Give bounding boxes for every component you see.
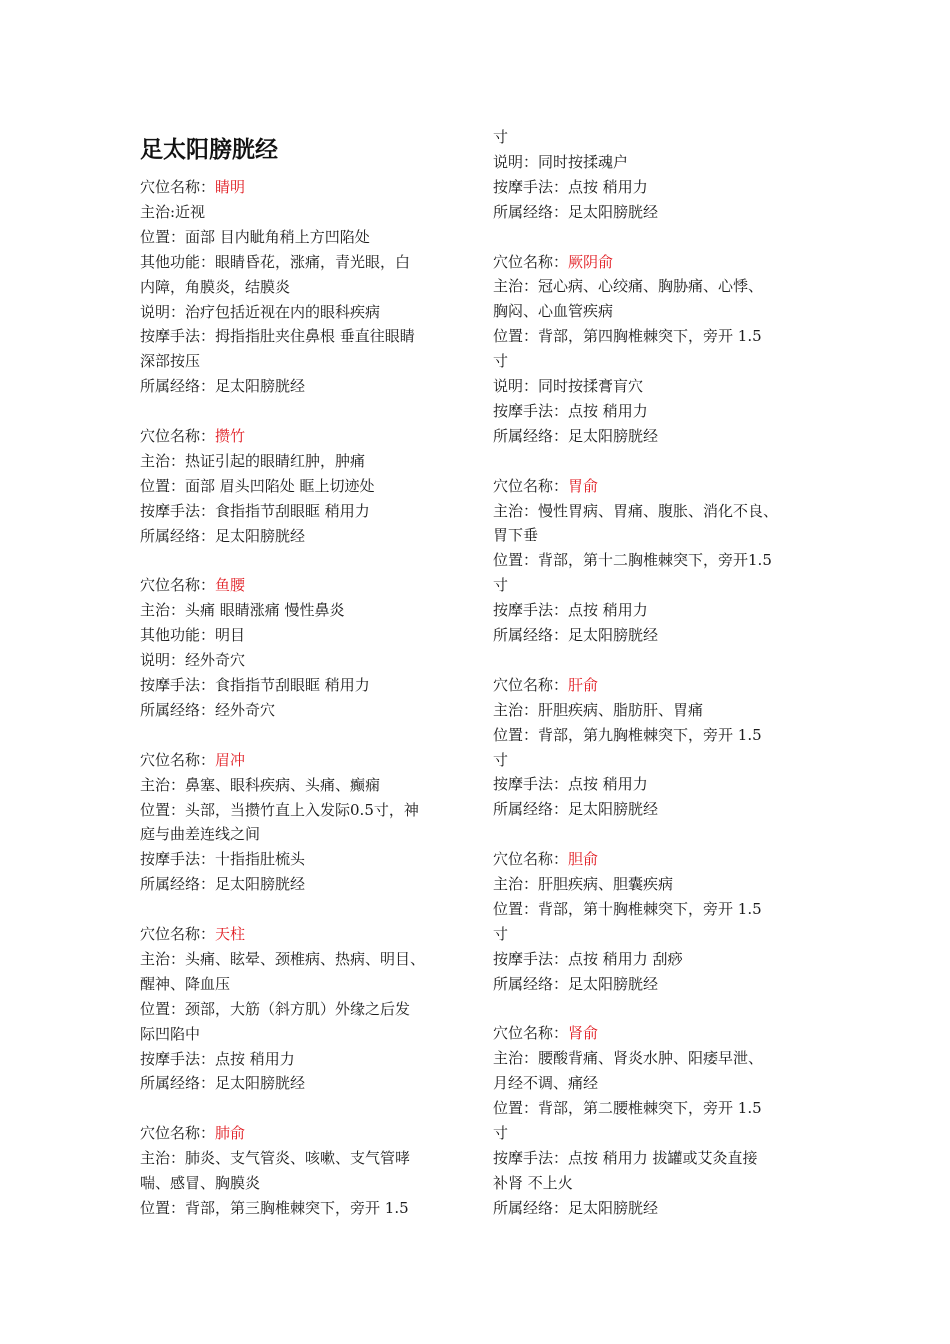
text-line: 所属经络：足太阳膀胱经 xyxy=(140,875,306,894)
text-line: 按摩手法：点按 稍用力 xyxy=(140,1049,295,1068)
text-line: 所属经络：足太阳膀胱经 xyxy=(493,426,659,445)
text-line: 寸 xyxy=(493,352,509,371)
acupoint-heading xyxy=(493,474,598,499)
text-line: 位置：背部，第九胸椎棘突下，旁开 1.5 xyxy=(493,725,762,744)
text-line: 位置：颈部，大筋（斜方肌）外缘之后发 xyxy=(140,999,411,1018)
text-line: 按摩手法：点按 稍用力 xyxy=(493,601,648,620)
text-line: 寸 xyxy=(493,750,509,769)
text-line: 按摩手法：点按 稍用力 刮痧 xyxy=(493,949,683,968)
text-line: 按摩手法：点按 稍用力 拔罐或艾灸直接 xyxy=(493,1148,758,1167)
text-line: 主治：腰酸背痛、肾炎水肿、阳痿早泄、 xyxy=(493,1049,764,1068)
acupoint-name: 攒竹 xyxy=(215,427,246,445)
text-line: 喘、感冒、胸膜炎 xyxy=(140,1174,261,1192)
text-line: 位置：背部，第十胸椎棘突下，旁开 1.5 xyxy=(493,899,762,918)
text-line: 寸 xyxy=(493,924,509,943)
text-line: 说明：同时按揉魂户 xyxy=(493,152,629,171)
text-line: 按摩手法：点按 稍用力 xyxy=(493,401,648,420)
text-line: 寸 xyxy=(493,576,509,595)
text-line: 所属经络：足太阳膀胱经 xyxy=(493,800,659,819)
acupoint-label: 穴位名称： xyxy=(493,850,569,869)
text-line: 庭与曲差连线之间 xyxy=(140,825,261,844)
page-title: 足太阳膀胱经 xyxy=(140,137,278,163)
acupoint-label: 穴位名称： xyxy=(140,925,216,943)
acupoint-label: 穴位名称： xyxy=(493,252,569,271)
text-line: 醒神、降血压 xyxy=(140,974,231,993)
text-line: 按摩手法：拇指指肚夹住鼻根 垂直往眼睛 xyxy=(140,327,415,346)
text-line: 所属经络：足太阳膀胱经 xyxy=(140,377,306,396)
acupoint-label: 穴位名称： xyxy=(493,675,569,694)
text-line: 位置：背部，第十二胸椎棘突下，旁开1.5 xyxy=(493,551,772,570)
text-line: 位置：背部，第三胸椎棘突下，旁开 1.5 xyxy=(140,1198,409,1217)
text-line: 深部按压 xyxy=(140,352,201,371)
acupoint-heading xyxy=(140,922,245,947)
text-line: 按摩手法：十指指肚梳头 xyxy=(140,850,306,869)
text-line: 主治：头痛、眩晕、颈椎病、热病、明目、 xyxy=(140,949,426,968)
text-line: 位置：面部 眉头凹陷处 眶上切迹处 xyxy=(140,476,375,495)
acupoint-name: 鱼腰 xyxy=(215,576,246,595)
text-line: 内障，角膜炎，结膜炎 xyxy=(140,277,291,296)
text-line: 说明：治疗包括近视在内的眼科疾病 xyxy=(140,302,381,321)
text-line: 月经不调、痛经 xyxy=(493,1074,599,1093)
acupoint-heading xyxy=(140,1121,245,1146)
acupoint-label: 穴位名称： xyxy=(140,427,216,445)
acupoint-heading xyxy=(493,673,598,698)
acupoint-name: 肺俞 xyxy=(215,1124,246,1143)
text-line: 所属经络：足太阳膀胱经 xyxy=(493,626,659,644)
text-line: 说明：同时按揉膏肓穴 xyxy=(493,377,644,395)
text-line: 所属经络：足太阳膀胱经 xyxy=(493,974,659,993)
acupoint-label: 穴位名称： xyxy=(493,1024,569,1043)
text-line: 所属经络：足太阳膀胱经 xyxy=(493,1198,659,1217)
acupoint-name: 厥阴俞 xyxy=(568,252,614,271)
text-line: 主治:近视 xyxy=(140,202,206,221)
acupoint-name: 胃俞 xyxy=(568,476,599,495)
acupoint-heading xyxy=(140,573,245,598)
text-line: 胃下垂 xyxy=(493,526,539,545)
text-line: 说明：经外奇穴 xyxy=(140,651,246,670)
text-line: 位置：面部 目内眦角稍上方凹陷处 xyxy=(140,227,370,246)
text-line: 所属经络：足太阳膀胱经 xyxy=(140,526,306,545)
text-line: 际凹陷中 xyxy=(140,1024,201,1043)
text-line: 主治：冠心病、心绞痛、胸胁痛、心悸、 xyxy=(493,277,764,296)
text-line: 按摩手法：食指指节刮眼眶 稍用力 xyxy=(140,676,370,694)
text-line: 主治：肝胆疾病、脂肪肝、胃痛 xyxy=(493,700,704,719)
acupoint-heading xyxy=(493,250,613,275)
text-line: 主治：肺炎、支气管炎、咳嗽、支气管哮 xyxy=(140,1149,411,1168)
text-line: 其他功能：眼睛昏花，涨痛，青光眼，白 xyxy=(140,252,411,271)
text-line: 寸 xyxy=(493,1124,509,1142)
acupoint-label: 穴位名称： xyxy=(140,1124,216,1143)
text-line: 位置：背部，第四胸椎棘突下，旁开 1.5 xyxy=(493,327,762,346)
acupoint-name: 睛明 xyxy=(215,178,246,196)
text-line: 按摩手法：食指指节刮眼眶 稍用力 xyxy=(140,501,370,520)
text-line: 所属经络：经外奇穴 xyxy=(140,700,276,719)
text-line: 主治：头痛 眼睛涨痛 慢性鼻炎 xyxy=(140,601,345,620)
acupoint-name: 胆俞 xyxy=(568,850,599,869)
acupoint-heading xyxy=(140,748,245,773)
text-line: 胸闷、心血管疾病 xyxy=(493,302,614,321)
text-line: 所属经络：足太阳膀胱经 xyxy=(140,1074,306,1093)
text-line: 寸 xyxy=(493,128,509,146)
acupoint-heading xyxy=(493,1021,598,1046)
text-line: 主治：鼻塞、眼科疾病、头痛、癫痫 xyxy=(140,775,381,794)
text-line: 按摩手法：点按 稍用力 xyxy=(493,775,648,794)
text-line: 按摩手法：点按 稍用力 xyxy=(493,177,648,196)
text-line: 补肾 不上火 xyxy=(493,1173,573,1192)
text-line: 位置：背部，第二腰椎棘突下，旁开 1.5 xyxy=(493,1099,762,1118)
acupoint-name: 肾俞 xyxy=(568,1024,599,1043)
text-line: 主治：热证引起的眼睛红肿，肿痛 xyxy=(140,451,366,470)
text-line: 其他功能：明目 xyxy=(140,626,246,645)
acupoint-name: 天柱 xyxy=(215,925,246,943)
text-line: 所属经络：足太阳膀胱经 xyxy=(493,202,659,221)
acupoint-label: 穴位名称： xyxy=(493,476,569,495)
text-line: 主治：慢性胃病、胃痛、腹胀、消化不良、 xyxy=(493,501,779,520)
acupoint-heading xyxy=(140,175,245,200)
acupoint-name: 肝俞 xyxy=(568,675,599,694)
acupoint-label: 穴位名称： xyxy=(140,750,216,769)
acupoint-heading xyxy=(140,424,245,449)
acupoint-label: 穴位名称： xyxy=(140,178,216,196)
text-line: 主治：肝胆疾病、胆囊疾病 xyxy=(493,875,674,893)
acupoint-name: 眉冲 xyxy=(215,750,246,769)
text-line: 位置：头部，当攒竹直上入发际0.5寸，神 xyxy=(140,800,419,819)
acupoint-label: 穴位名称： xyxy=(140,576,216,595)
acupoint-heading xyxy=(493,847,598,872)
